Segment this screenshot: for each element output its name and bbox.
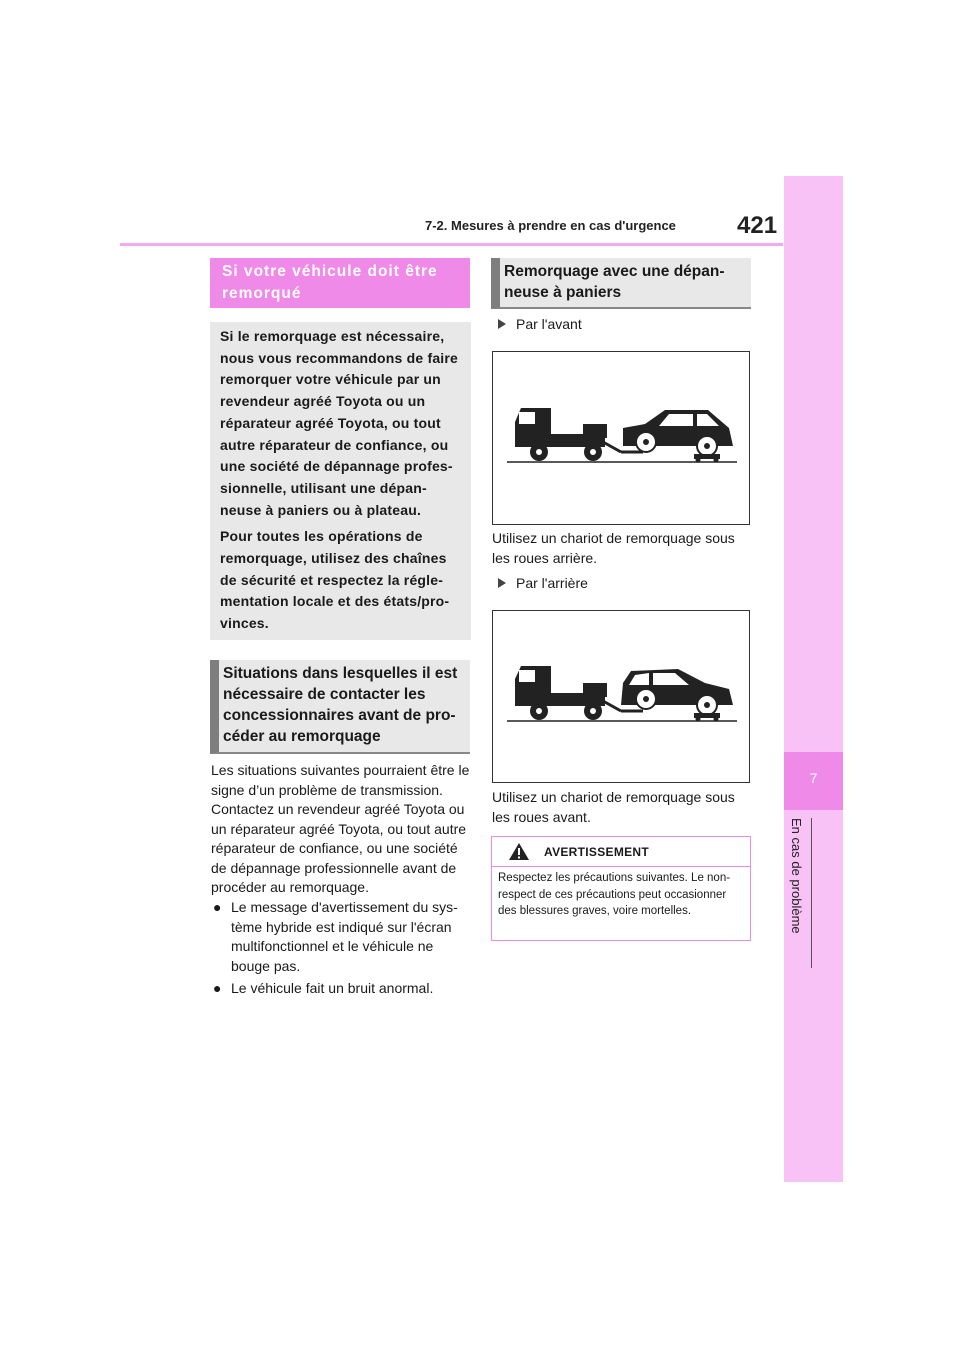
front-label-text: Par l'avant <box>516 316 582 332</box>
warning-title: AVERTISSEMENT <box>544 844 650 859</box>
bullet-text: Le message d'avertissement du sys-tème hybride est indiqué sur l'écran multifonctionnel et le véhicule ne bouge pas. <box>231 899 458 974</box>
rear-label-text: Par l'arrière <box>516 575 588 591</box>
tow-truck-front-illustration <box>493 352 749 524</box>
info-box <box>210 322 471 640</box>
warning-box <box>491 836 751 941</box>
side-tab <box>784 176 843 1182</box>
warning-text: Respectez les précautions suivantes. Le non-respect de ces précautions peut occasionner des blessures graves, voire mortelles. <box>498 872 731 917</box>
chapter-number: 7 <box>809 770 818 786</box>
bullet-text: Le véhicule fait un bruit anormal. <box>231 980 434 996</box>
info-paragraph-2: Pour toutes les opérations de remorquage, utilisez des chaînes de sécurité et respectez la régle-mentation locale et des états/pro-vinces. <box>220 528 450 632</box>
front-label <box>492 316 582 332</box>
info-paragraph-1: Si le remorquage est nécessaire, nous vous recommandons de faire remorquer votre véhicule par un revendeur agréé Toyota ou un réparateur agréé Toyota, ou tout autre réparateur de confiance, ou une société de dépannage profes-sionnelle, utilisant une dépan-neuse à paniers ou à plateau. <box>220 328 459 518</box>
bullet-icon: ● <box>213 899 222 915</box>
list-item <box>211 979 473 999</box>
chapter-tab <box>784 752 843 810</box>
situations-body: Les situations suivantes pourraient être le signe d’un problème de transmission. Contactez un revendeur agréé Toyota ou un réparateur agréé Toyota, ou tout autre réparateur de confiance, ou une société de dépannage professionnelle avant de procéder au remorquage. <box>211 762 470 895</box>
front-caption: Utilisez un chariot de remorquage sous les roues arrière. <box>492 530 735 566</box>
rear-label <box>492 575 588 591</box>
situations-bullet-list <box>211 898 473 1002</box>
warning-header <box>492 837 750 867</box>
tow-truck-front-figure <box>492 351 750 525</box>
triangle-marker-icon <box>498 578 506 588</box>
towing-heading: Remorquage avec une dépan-neuse à paniers <box>491 258 751 309</box>
tow-truck-rear-illustration <box>493 611 749 782</box>
situations-heading: Situations dans lesquelles il est nécessaire de contacter les concessionnaires avant de pro-céder au remorquage <box>210 660 470 754</box>
tow-truck-rear-figure <box>492 610 750 783</box>
triangle-marker-icon <box>498 319 506 329</box>
main-heading: Si votre véhicule doit être remorqué <box>210 258 470 308</box>
header-section-title: 7-2. Mesures à prendre en cas d'urgence <box>425 218 676 233</box>
chapter-divider <box>811 818 812 968</box>
chapter-title: En cas de problème <box>789 818 804 934</box>
list-item <box>211 898 473 976</box>
bullet-icon: ● <box>213 980 222 996</box>
warning-triangle-icon <box>508 842 530 861</box>
page-number: 421 <box>737 212 778 239</box>
rear-caption: Utilisez un chariot de remorquage sous les roues avant. <box>492 789 735 825</box>
header-rule <box>120 243 783 246</box>
